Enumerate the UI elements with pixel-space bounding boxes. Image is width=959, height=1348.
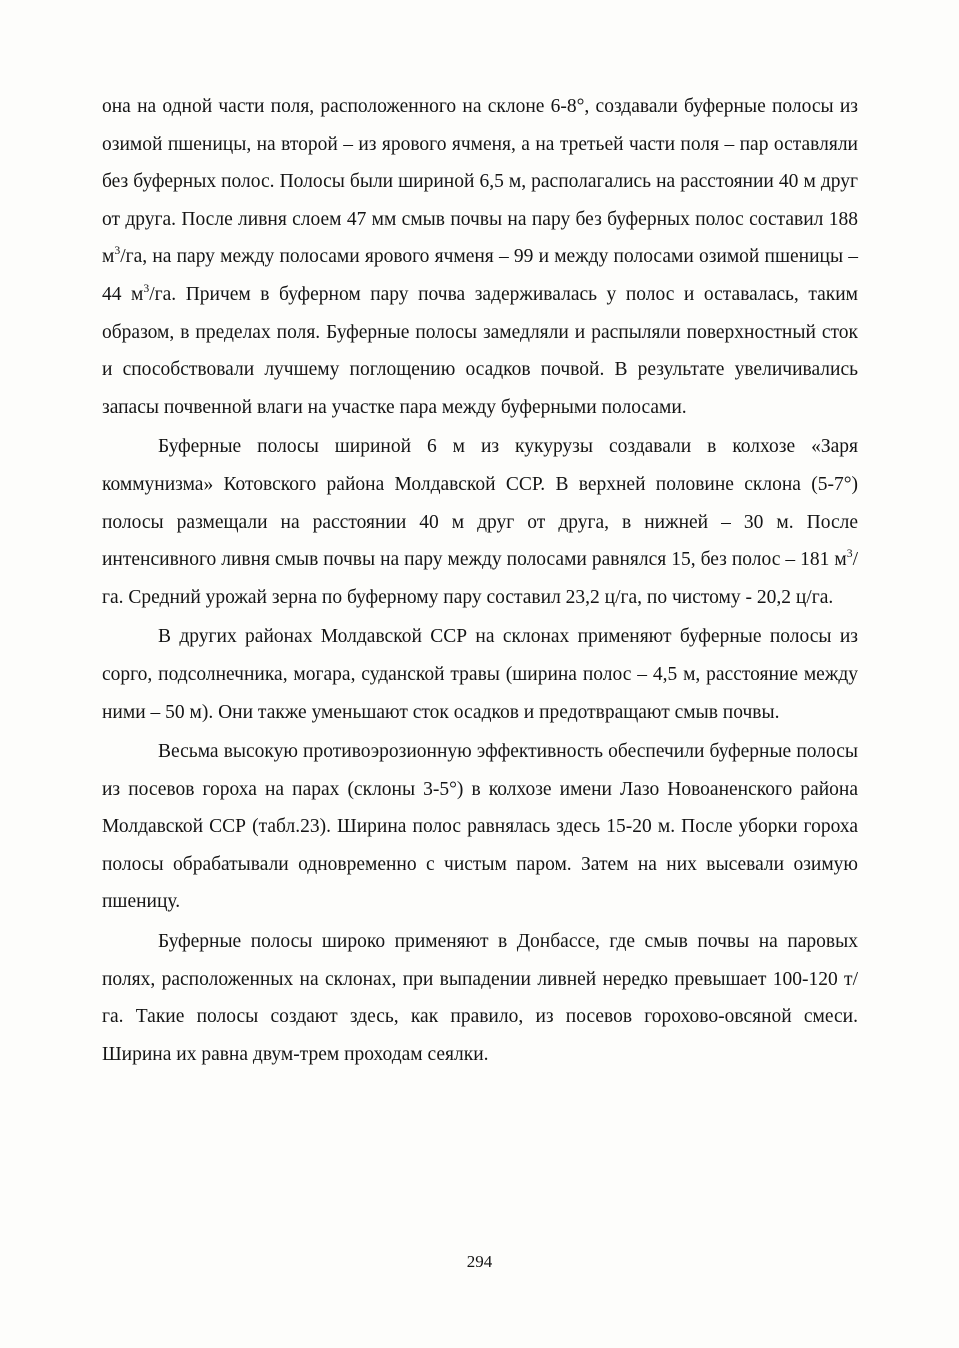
paragraph-text: она на одной части поля, расположенного на склоне 6-8°, создавали буферные полосы из озимой пшеницы, на второй – из ярового ячменя, а на третьей части поля – пар оставляли без буферных полос. Полосы были шириной 6,5 м, располагались на расстоянии 40 м друг от друга. После ливня слоем 47 мм смыв почвы на пару без буферных полос составил 188 м	[102, 96, 858, 268]
superscript: 3	[114, 244, 121, 258]
paragraph-lazo-kolkhoz: Весьма высокую противоэрозионную эффективность обеспечили буферные полосы из посевов гороха на парах (склоны 3-5°) в колхозе имени Лазо Новоаненского района Молдавской ССР (табл.23). Ширина полос равнялась здесь 15-20 м. После уборки гороха полосы обрабатывали одновременно с чистым паром. Затем на них высевали озимую пшеницу.	[102, 741, 858, 913]
paragraph-moldova-other: В других районах Молдавской ССР на склонах применяют буферные полосы из сорго, подсолнечника, могара, суданской травы (ширина полос – 4,5 м, расстояние между ними – 50 м). Они также уменьшают сток осадков и предотвращают смыв почвы.	[102, 626, 858, 723]
body-text	[102, 88, 858, 1073]
paragraph-continuation	[102, 88, 858, 426]
paragraph-text: Буферные полосы шириной 6 м из кукурузы создавали в колхозе «Заря коммунизма» Котовского района Молдавской ССР. В верхней половине склона (5-7°) полосы размещали на расстоянии 40 м друг от друга, в нижней – 30 м. После интенсивного ливня смыв почвы на пару между полосами равнялся 15, без полос – 181 м	[102, 436, 858, 571]
paragraph-text: /га. Причем в буферном пару почва задерживалась у полос и оставалась, таким образом, в пределах поля. Буферные полосы замедляли и распыляли поверхностный сток и способствовали лучшему поглощению осадков почвой. В результате увеличивались запасы почвенной влаги на участке пара между буферными полосами.	[102, 283, 858, 418]
superscript: 3	[846, 546, 853, 560]
paragraph-donbass: Буферные полосы широко применяют в Донбассе, где смыв почвы на паровых полях, расположенных на склонах, при выпадении ливней нередко превышает 100-120 т/га. Такие полосы создают здесь, как правило, из посевов горохово-овсяной смеси. Ширина их равна двум-трем проходам сеялки.	[102, 931, 858, 1065]
paragraph-text: /га. Средний урожай зерна по буферному пару составил 23,2 ц/га, по чистому - 20,2 ц/га.	[102, 549, 858, 608]
page-number: 294	[466, 1252, 493, 1271]
paragraph-text: /га, на пару между полосами ярового ячменя – 99 и между полосами озимой пшеницы – 44 м	[102, 246, 858, 305]
superscript: 3	[143, 281, 150, 295]
paragraph-moldova-kotovsky	[102, 428, 858, 616]
